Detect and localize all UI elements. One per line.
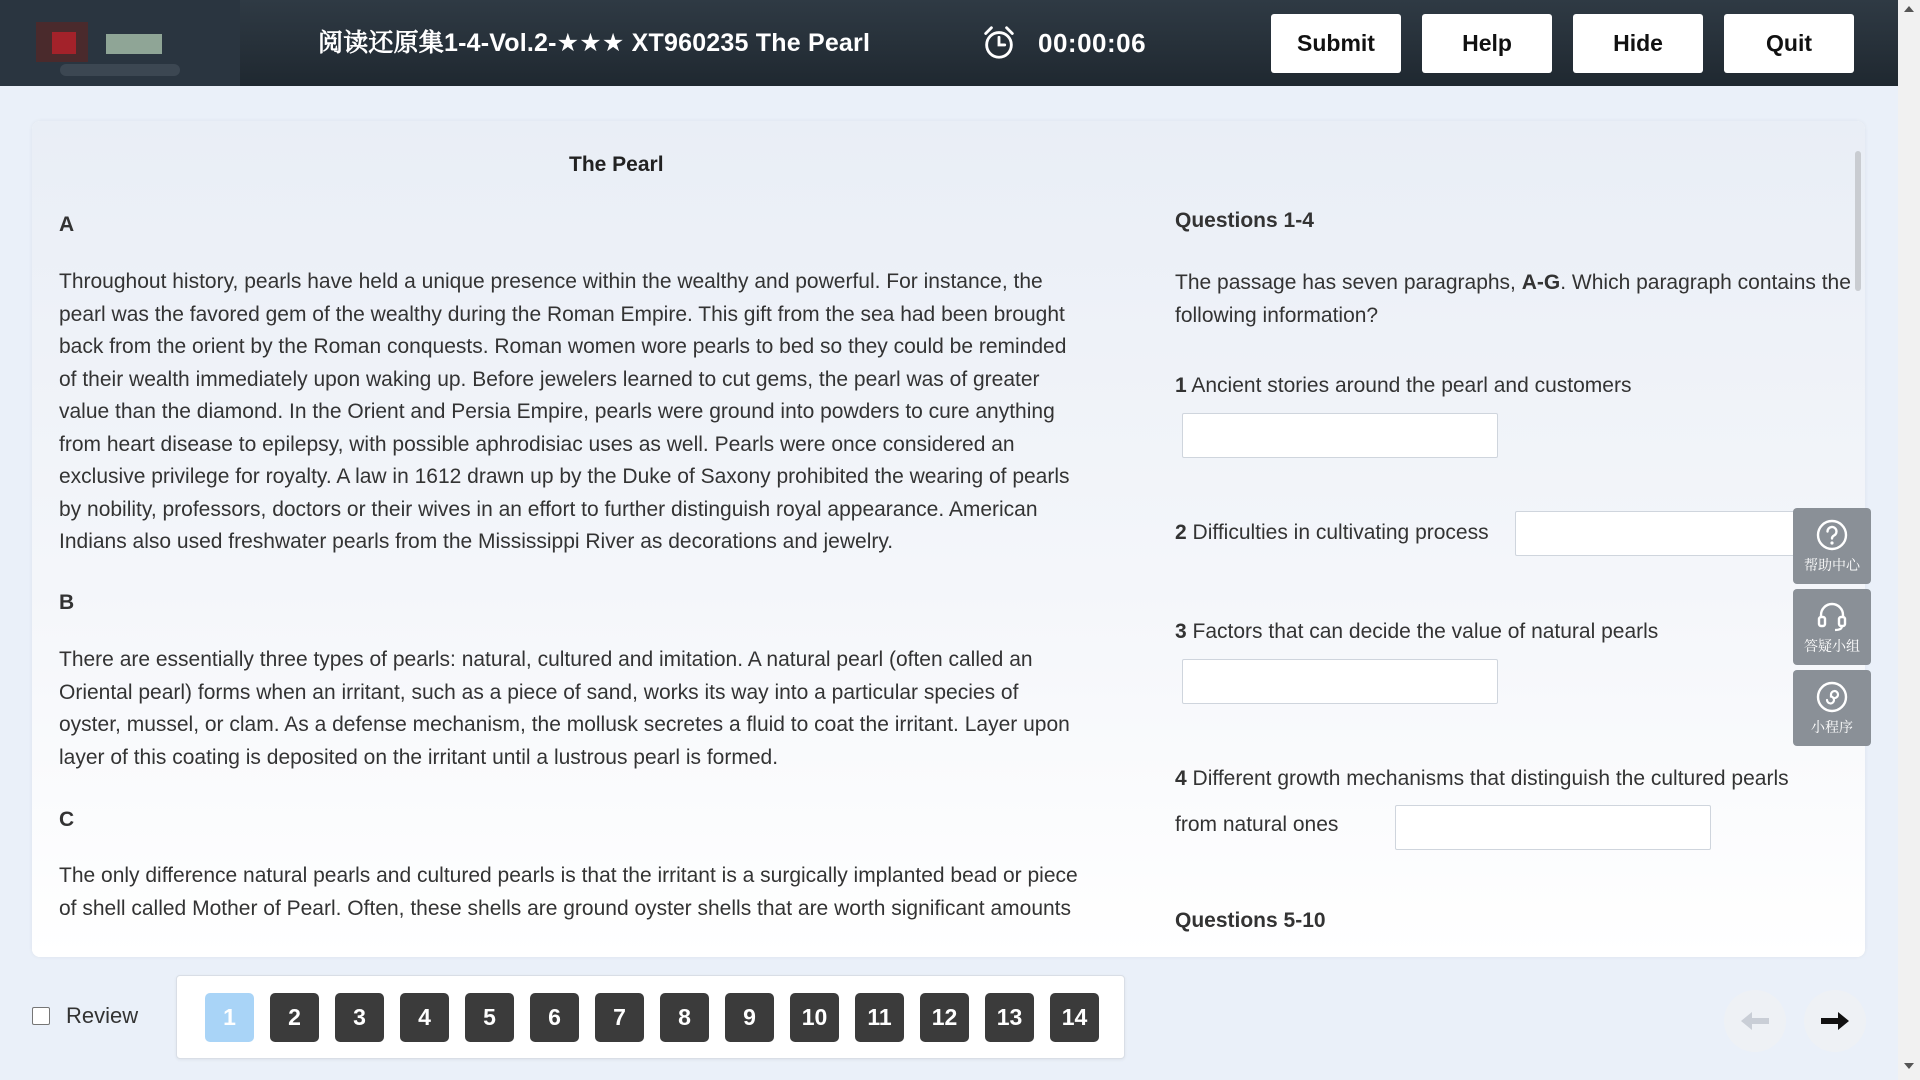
timer-value: 00:00:06 (1038, 27, 1147, 58)
paragraph-c: The only difference natural pearls and cultured pearls is that the irritant is a surgically implanted bead or piece of shell called Mother of Pearl. Often, these shells are ground oyster shells that are worth significant amounts (59, 864, 1078, 920)
previous-button[interactable] (1724, 990, 1786, 1052)
review-checkbox[interactable] (32, 1007, 50, 1025)
review-toggle[interactable] (32, 1003, 138, 1029)
page-button-8[interactable]: 8 (660, 993, 709, 1042)
paragraph-label-c: C (59, 808, 75, 831)
quit-button[interactable]: Quit (1724, 14, 1854, 73)
qa-group-button[interactable]: 答疑小组 (1793, 589, 1871, 665)
arrow-right-icon (1819, 1009, 1851, 1033)
questions-heading: Questions 1-4 (1175, 209, 1314, 232)
mini-program-icon (1815, 680, 1849, 714)
questions-instructions: The passage has seven paragraphs, A-G. Which paragraph contains the following information? (1175, 271, 1851, 327)
paragraph-b: There are essentially three types of pearls: natural, cultured and imitation. A natural pearl (often called an Oriental pearl) forms when an irritant, such as a piece of sand, works its way into a particular species of oyster, mussel, or clam. As a defense mechanism, the mollusk secretes a fluid to coat the irritant. Layer upon layer of this coating is deposited on the irritant until a lustrous pearl is formed. (59, 648, 1070, 769)
passage-pane[interactable] (59, 121, 1144, 957)
review-label: Review (66, 1003, 139, 1028)
paragraph-label-a: A (59, 213, 75, 236)
page-button-11[interactable]: 11 (855, 993, 904, 1042)
mini-program-button[interactable]: 小程序 (1793, 670, 1871, 746)
paragraph-label-b: B (59, 591, 75, 614)
paragraph-a: Throughout history, pearls have held a unique presence within the wealthy and powerful. For instance, the pearl was the favored gem of the wealthy during the Roman Empire. This gift from the sea had been brought back from the orient by the Roman conquests. Roman women wore pearls to bed so they could be reminded of their wealth immediately upon waking up. Before jewelers learned to cut gems, the pearl was of greater value than the diamond. In the Orient and Persia Empire, pearls were ground into powders to cure anything from heart disease to epilepsy, with possible aphrodisiac uses as well. Pearls were once considered an exclusive privilege for royalty. A law in 1612 drawn up by the Duke of Saxony prohibited the wearing of pearls by nobility, professors, doctors or their wives in an effort to further distinguish royal appearance. American Indians also used freshwater pearls from the Mississippi River as decorations and jewelry. (59, 270, 1070, 553)
answer-input-4[interactable] (1395, 805, 1711, 850)
page-scrollbar[interactable] (1898, 0, 1920, 1080)
arrow-left-icon (1739, 1009, 1771, 1033)
scroll-down-arrow-icon[interactable] (1904, 1063, 1914, 1069)
question-4-continued: from natural ones (1175, 813, 1339, 836)
headset-icon (1815, 599, 1849, 633)
page-button-7[interactable]: 7 (595, 993, 644, 1042)
scroll-up-arrow-icon[interactable] (1904, 6, 1914, 12)
question-2: 2 Difficulties in cultivating process (1175, 521, 1489, 544)
next-button[interactable] (1804, 990, 1866, 1052)
timer (980, 0, 1146, 86)
hide-button[interactable]: Hide (1573, 14, 1703, 73)
content-scrollbar[interactable] (1855, 151, 1861, 291)
question-circle-icon (1815, 518, 1849, 552)
page-button-10[interactable]: 10 (790, 993, 839, 1042)
question-3: 3 Factors that can decide the value of natural pearls (1175, 620, 1659, 643)
submit-button[interactable]: Submit (1271, 14, 1401, 73)
question-pager (176, 975, 1125, 1059)
top-bar (0, 0, 1898, 86)
alarm-clock-icon (980, 24, 1018, 62)
test-title: 阅读还原集1-4-Vol.2-★★★ XT960235 The Pearl (318, 29, 871, 57)
questions-heading-2: Questions 5-10 (1175, 909, 1326, 932)
questions-pane[interactable] (1175, 121, 1865, 957)
page-button-4[interactable]: 4 (400, 993, 449, 1042)
passage-title: The Pearl (569, 153, 664, 176)
logo (0, 0, 240, 86)
page-button-2[interactable]: 2 (270, 993, 319, 1042)
answer-input-1[interactable] (1182, 413, 1498, 458)
answer-input-2[interactable] (1515, 511, 1831, 556)
answer-input-3[interactable] (1182, 659, 1498, 704)
page-button-3[interactable]: 3 (335, 993, 384, 1042)
page-button-6[interactable]: 6 (530, 993, 579, 1042)
question-1: 1 Ancient stories around the pearl and customers (1175, 374, 1632, 397)
page-button-13[interactable]: 13 (985, 993, 1034, 1042)
content-card (32, 121, 1865, 957)
page-button-14[interactable]: 14 (1050, 993, 1099, 1042)
page-button-9[interactable]: 9 (725, 993, 774, 1042)
help-center-button[interactable]: 帮助中心 (1793, 508, 1871, 584)
question-4: 4 Different growth mechanisms that distinguish the cultured pearls (1175, 767, 1789, 790)
page-button-12[interactable]: 12 (920, 993, 969, 1042)
help-button[interactable]: Help (1422, 14, 1552, 73)
page-button-1[interactable]: 1 (205, 993, 254, 1042)
page-button-5[interactable]: 5 (465, 993, 514, 1042)
